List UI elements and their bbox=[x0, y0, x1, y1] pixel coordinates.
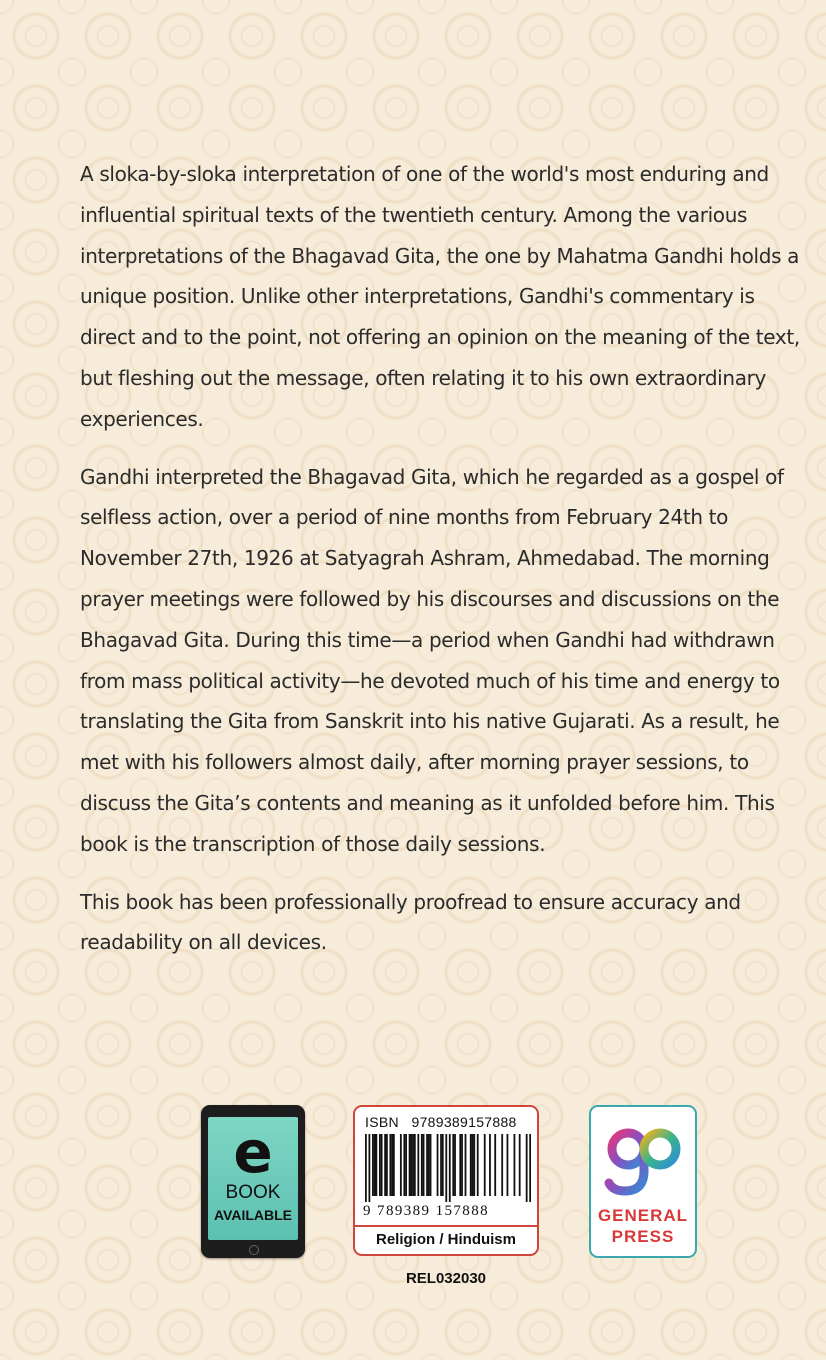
barcode-digits: 9 789389 157888 bbox=[363, 1203, 489, 1219]
general-press-logo-icon bbox=[601, 1119, 685, 1203]
barcode-bar bbox=[400, 1134, 402, 1196]
barcode-bar bbox=[459, 1134, 461, 1196]
ebook-available-label: AVAILABLE bbox=[213, 1207, 293, 1223]
barcode-bar bbox=[393, 1134, 395, 1196]
barcode-bar bbox=[430, 1134, 432, 1196]
barcode-bar bbox=[473, 1134, 475, 1196]
barcode-bar bbox=[428, 1134, 430, 1196]
barcode-bar bbox=[449, 1134, 451, 1202]
barcode-bar bbox=[384, 1134, 386, 1196]
barcode-bar bbox=[465, 1134, 467, 1196]
barcode-bar bbox=[365, 1134, 367, 1202]
publisher-name-line2: PRESS bbox=[611, 1227, 675, 1246]
barcode-bar bbox=[507, 1134, 509, 1196]
bisac-code: REL032030 bbox=[405, 1270, 487, 1287]
publisher-logo-box bbox=[589, 1105, 697, 1258]
barcode-bar bbox=[454, 1134, 456, 1196]
barcode-bar bbox=[412, 1134, 414, 1196]
barcode-bar bbox=[405, 1134, 407, 1196]
barcode-bar bbox=[440, 1134, 442, 1196]
book-category: Religion / Hinduism bbox=[375, 1231, 516, 1248]
barcode-bar bbox=[529, 1134, 531, 1202]
barcode-bar bbox=[494, 1134, 496, 1196]
barcode-bar bbox=[470, 1134, 472, 1196]
isbn-barcode-box bbox=[353, 1105, 539, 1256]
description-paragraph-2: Gandhi interpreted the Bhagavad Gita, which he regarded as a gospel of selfless action, over a period of nine months from February 24th to November 27th, 1926 at Satyagrah Ashram, Ahmedabad. The morning prayer meetings were followed by his discourses and discussions on the Bhagavad Gita. During this time—a period when Gandhi had withdrawn from mass political activity—he devoted much of his time and energy to translating the Gita from Sanskrit into his native Gujarati. As a result, he met with his followers almost daily, after morning prayer sessions, to discuss the Gita’s contents and meaning as it unfolded before him. This book is the transcription of those daily sessions. bbox=[80, 464, 784, 856]
isbn-label: ISBN bbox=[365, 1114, 399, 1130]
barcode-bar bbox=[391, 1134, 393, 1196]
barcode-bar bbox=[423, 1134, 425, 1196]
ebook-book-label: BOOK bbox=[225, 1182, 281, 1203]
barcode-bar bbox=[389, 1134, 391, 1196]
barcode-bar bbox=[410, 1134, 412, 1196]
barcode-bar bbox=[519, 1134, 521, 1196]
barcode-bar bbox=[409, 1134, 411, 1196]
isbn-line bbox=[365, 1114, 517, 1130]
barcode-bar bbox=[386, 1134, 388, 1196]
barcode-bar bbox=[437, 1134, 439, 1196]
publisher-name bbox=[591, 1205, 695, 1247]
barcode-icon bbox=[365, 1134, 531, 1202]
description-paragraph-3: This book has been professionally proofread to ensure accuracy and readability on all devices. bbox=[80, 889, 741, 955]
barcode-bar bbox=[445, 1134, 447, 1202]
isbn-divider bbox=[355, 1225, 537, 1227]
description-paragraph-1: A sloka-by-sloka interpretation of one of the world's most enduring and influential spiritual texts of the twentieth century. Among the various interpretations of the Bhagavad Gita, the one by Mahatma Gandhi holds a unique position. Unlike other interpretations, Gandhi's commentary is direct and to the point, not offering an opinion on the meaning of the text, but fleshing out the message, often relating it to his own extraordinary experiences. bbox=[80, 162, 800, 431]
barcode-bar bbox=[379, 1134, 381, 1196]
ebook-e-letter: e bbox=[233, 1118, 273, 1186]
tablet-home-button-icon bbox=[249, 1245, 259, 1255]
ebook-available-badge bbox=[201, 1105, 305, 1258]
barcode-bar bbox=[452, 1134, 454, 1196]
barcode-bar bbox=[375, 1134, 377, 1196]
tablet-screen bbox=[208, 1117, 298, 1240]
barcode-bar bbox=[421, 1134, 423, 1196]
barcode-bar bbox=[417, 1134, 419, 1196]
barcode-bar bbox=[514, 1134, 516, 1196]
barcode-bar bbox=[403, 1134, 405, 1196]
barcode-bar bbox=[372, 1134, 374, 1196]
barcode-bar bbox=[442, 1134, 444, 1196]
barcode-bar bbox=[374, 1134, 376, 1196]
barcode-bar bbox=[472, 1134, 474, 1196]
barcode-bar bbox=[426, 1134, 428, 1196]
barcode-bar bbox=[381, 1134, 383, 1196]
barcode-bar bbox=[526, 1134, 528, 1202]
barcode-bar bbox=[414, 1134, 416, 1196]
back-cover-description bbox=[80, 154, 808, 980]
publisher-name-line1: GENERAL bbox=[597, 1206, 689, 1225]
isbn-number: 9789389157888 bbox=[411, 1114, 517, 1130]
barcode-bar bbox=[461, 1134, 463, 1196]
barcode-bar bbox=[501, 1134, 503, 1196]
barcode-bar bbox=[368, 1134, 370, 1202]
barcode-bar bbox=[484, 1134, 486, 1196]
barcode-bar bbox=[477, 1134, 479, 1196]
barcode-bar bbox=[489, 1134, 491, 1196]
